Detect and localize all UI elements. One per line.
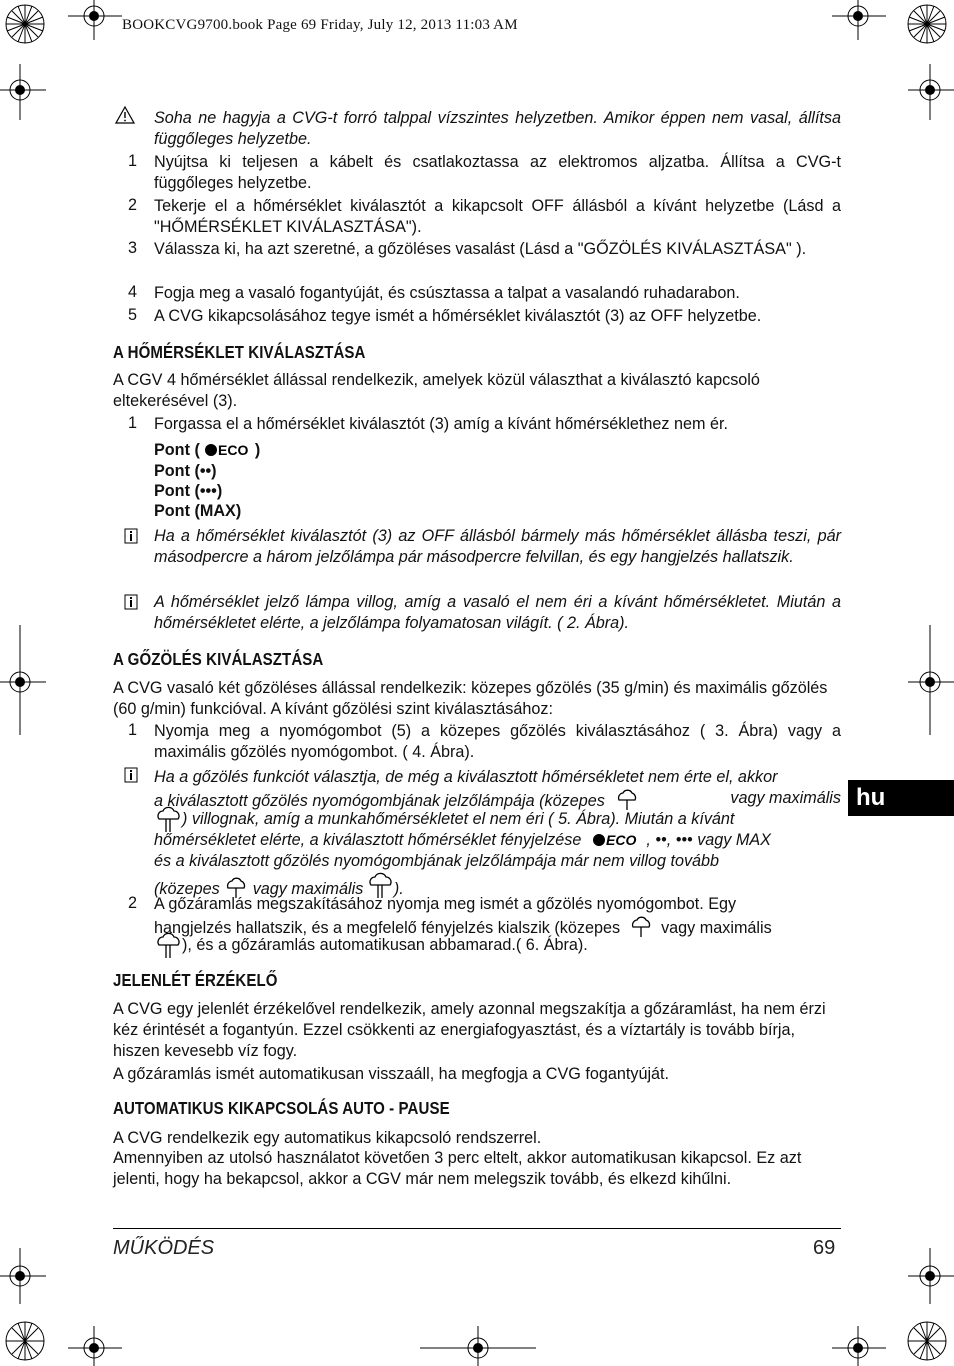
crosshair-mark-bottom-1 xyxy=(68,1326,122,1366)
step-text: Válassza ki, ha azt szeretné, a gőzöléses vasalást (Lásd a "GŐZÖLÉS KIVÁLASZTÁSA" ). xyxy=(154,240,807,258)
step-number: 1 xyxy=(128,721,138,739)
steam-step-1: Nyomja meg a nyomógombot (5) a közepes gőzölés kiválasztásához ( 3. Ábra) vagy a maximális gőzölés nyomógombot. ( 4. Ábra). xyxy=(154,722,841,761)
point-max: Pont (MAX) xyxy=(154,502,242,520)
point-two-dots: Pont (••) xyxy=(154,462,217,480)
temperature-intro: A CGV 4 hőmérséklet állással rendelkezik, amelyek közül választhat a kiválasztó kapcsoló eltekerésével (3). xyxy=(113,371,760,410)
steam-note-line-6: (közepes vagy maximális ). xyxy=(154,872,404,906)
crosshair-mark-bottom-3 xyxy=(832,1326,886,1366)
crosshair-mark-top-1 xyxy=(68,0,122,40)
footer-rule xyxy=(113,1228,841,1229)
step-text: A CVG kikapcsolásához tegye ismét a hőmérséklet kiválasztót (3) az OFF helyzetbe. xyxy=(154,307,762,325)
presence-paragraph-1: A CVG egy jelenlét érzékelővel rendelkezik, amely azonnal megszakítja a gőzáramlást, ha nem érzi kéz érintését a fogantyún. Ezzel csökkenti az energiafogyasztást, és a víztartály is tovább bírja, hiszen kevesebb víz fogy. xyxy=(113,1000,826,1060)
registration-mark-top-left xyxy=(0,0,60,60)
step-text: Nyújtsa ki teljesen a kábelt és csatlakoztassa az elektromos aljzatba. Állítsa a CVG-t függőleges helyzetbe. xyxy=(154,153,841,192)
section-heading-presence: JELENLÉT ÉRZÉKELŐ xyxy=(113,970,278,990)
eco-indicator-icon xyxy=(204,441,250,463)
eco-indicator-icon xyxy=(592,831,642,853)
registration-mark-top-right xyxy=(902,0,954,52)
crosshair-mark-bottom-2 xyxy=(420,1326,536,1366)
steam-intro: A CVG vasaló két gőzöléses állással rendelkezik: közepes gőzölés (35 g/min) és maximális gőzölés (60 g/min) funkcióval. A kívánt gőzölési szint kiválasztásához: xyxy=(113,679,828,718)
language-tab: hu xyxy=(848,780,954,816)
crosshair-mark-left-2 xyxy=(0,625,46,735)
section-heading-auto-pause: AUTOMATIKUS KIKAPCSOLÁS AUTO - PAUSE xyxy=(113,1098,450,1118)
crosshair-mark-top-2 xyxy=(832,0,886,40)
steam-note-line-1: Ha a gőzölés funkciót választja, de még a kiválasztott hőmérsékletet nem érte el, akkor xyxy=(154,768,778,786)
section-heading-temperature: A HŐMÉRSÉKLET KIVÁLASZTÁSA xyxy=(113,342,366,362)
steam-step-2-line-1: A gőzáramlás megszakításához nyomja meg ismét a gőzölés nyomógombot. Egy xyxy=(154,895,737,913)
crosshair-mark-left-3 xyxy=(0,1248,46,1304)
temperature-note-1: Ha a hőmérséklet kiválasztót (3) az OFF állásból bármely más hőmérséklet állásba teszi, pár másodpercre a három jelzőlámpa pár másodpercre felvillan, és egy hangjelzés hallatszik. xyxy=(154,527,841,566)
steam-note-line-3: ) villognak, amíg a munkahőmérsékletet el nem éri ( 5. Ábra). Miután a kívánt xyxy=(182,810,735,828)
crosshair-mark-left-1 xyxy=(0,64,46,120)
info-note-icon xyxy=(124,528,138,544)
step-number: 5 xyxy=(128,306,138,324)
point-three-dots: Pont (•••) xyxy=(154,482,223,500)
auto-paragraph-1: A CVG rendelkezik egy automatikus kikapcsoló rendszerrel. xyxy=(113,1129,542,1147)
steam-medium-icon xyxy=(629,915,653,945)
crosshair-mark-right-3 xyxy=(908,1248,954,1304)
steam-note-line-2: a kiválasztott gőzölés nyomógombjának jelzőlámpája (közepes vagy maximális xyxy=(154,788,841,818)
svg-text:ECO: ECO xyxy=(218,442,249,457)
steam-note-line-4: hőmérsékletet elérte, a kiválasztott hőmérséklet fényjelzése ECO , ••, ••• vagy MAX xyxy=(154,830,771,853)
crosshair-mark-right-1 xyxy=(908,64,954,120)
step-number: 1 xyxy=(128,152,138,170)
point-eco-prefix: Pont ( xyxy=(154,441,200,459)
point-eco xyxy=(154,440,260,463)
footer-section-title: MŰKÖDÉS xyxy=(113,1237,215,1259)
step-text: Tekerje el a hőmérséklet kiválasztót a kikapcsolt OFF állásból a kívánt helyzetbe (Lásd a "HŐMÉRSÉKLET KIVÁLASZTÁSA"). xyxy=(154,197,841,236)
steam-step-2-line-2: hangjelzés hallatszik, és a megfelelő fényjelzés kialszik (közepes vagy maximális xyxy=(154,915,772,945)
page-number: 69 xyxy=(813,1237,836,1259)
info-note-icon xyxy=(124,767,138,783)
steam-step-2-line-3: ), és a gőzáramlás automatikusan abbamarad.( 6. Ábra). xyxy=(182,936,588,954)
step-text: Fogja meg a vasaló fogantyúját, és csúsztassa a talpat a vasalandó ruhadarabon. xyxy=(154,284,740,302)
crosshair-mark-right-2 xyxy=(908,625,954,735)
temperature-note-2: A hőmérséklet jelző lámpa villog, amíg a vasaló el nem éri a kívánt hőmérsékletet. Miután a hőmérsékletet elérte, a jelzőlámpa folyamatosan világít. ( 2. Ábra). xyxy=(154,593,841,632)
auto-paragraph-2: Amennyiben az utolsó használatot követően 3 perc eltelt, akkor automatikusan kikapcsol. Ez azt jelenti, hogy ha bekapcsol, akkor a CGV már nem melegszik tovább, és elkezd kihűlni. xyxy=(113,1149,802,1188)
step-number: 3 xyxy=(128,239,138,257)
steam-note-line-5: és a kiválasztott gőzölés nyomógombjának jelzőlámpája már nem villog tovább xyxy=(154,852,720,870)
step-number: 1 xyxy=(128,414,138,432)
print-header-info: BOOKCVG9700.book Page 69 Friday, July 12, 2013 11:03 AM xyxy=(122,17,518,33)
point-eco-suffix: ) xyxy=(254,441,261,459)
svg-text:ECO: ECO xyxy=(605,832,637,847)
registration-mark-bottom-right xyxy=(902,1316,954,1366)
steam-max-icon xyxy=(156,932,182,965)
step-number: 4 xyxy=(128,283,138,301)
registration-mark-bottom-left xyxy=(0,1316,52,1366)
presence-paragraph-2: A gőzáramlás ismét automatikusan visszaáll, ha megfogja a CVG fogantyúját. xyxy=(113,1065,670,1083)
step-number: 2 xyxy=(128,196,138,214)
step-number: 2 xyxy=(128,894,138,912)
temperature-step-text: Forgassa el a hőmérséklet kiválasztót (3) amíg a kívánt hőmérséklethez nem ér. xyxy=(154,415,729,433)
section-heading-steam: A GŐZÖLÉS KIVÁLASZTÁSA xyxy=(113,649,324,669)
warning-text: Soha ne hagyja a CVG-t forró talppal vízszintes helyzetben. Amikor éppen nem vasal, állítsa függőleges helyzetbe. xyxy=(154,109,841,148)
warning-triangle-icon xyxy=(115,106,135,124)
info-note-icon xyxy=(124,594,138,610)
